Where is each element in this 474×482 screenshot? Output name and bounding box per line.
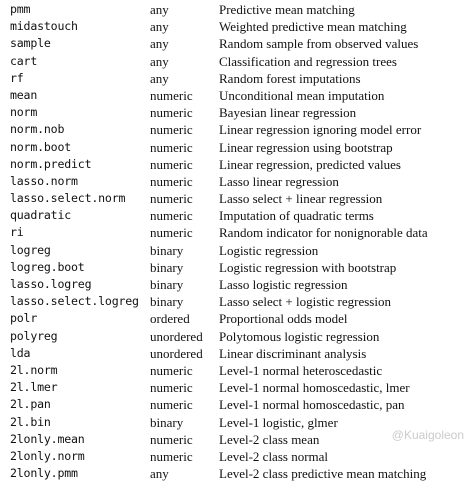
table-row (10, 1, 468, 18)
variable-type: numeric (150, 431, 193, 447)
table-row (10, 190, 468, 207)
method-description: Linear regression ignoring model error (219, 122, 422, 138)
method-name: 2lonly.pmm (10, 466, 78, 481)
method-description: Random sample from observed values (219, 36, 419, 52)
method-description: Logistic regression with bootstrap (219, 259, 397, 275)
method-description: Level-2 class predictive mean matching (219, 466, 427, 482)
variable-type: unordered (150, 328, 203, 344)
table-row (10, 224, 468, 241)
watermark: @Kuaigoleon (391, 428, 464, 442)
method-name: lasso.select.logreg (10, 294, 139, 309)
method-description: Weighted predictive mean matching (219, 19, 407, 35)
method-description: Level-1 normal heteroscedastic (219, 362, 383, 378)
method-name: mean (10, 87, 38, 102)
variable-type: numeric (150, 380, 193, 396)
table-row (10, 345, 468, 362)
table-row (10, 396, 468, 413)
variable-type: numeric (150, 362, 193, 378)
variable-type: unordered (150, 345, 203, 361)
table-row (10, 139, 468, 156)
method-name: norm.nob (10, 122, 65, 137)
variable-type: binary (150, 414, 184, 430)
method-description: Level-2 class normal (219, 448, 329, 464)
table-row (10, 259, 468, 276)
method-name: ri (10, 225, 24, 240)
method-name: lasso.norm (10, 173, 78, 188)
table-row (10, 379, 468, 396)
variable-type: any (150, 19, 169, 35)
method-name: norm.predict (10, 156, 92, 171)
variable-type: binary (150, 294, 184, 310)
variable-type: numeric (150, 105, 193, 121)
variable-type: any (150, 466, 169, 482)
method-description: Lasso logistic regression (219, 277, 348, 292)
method-name: lasso.select.norm (10, 191, 126, 206)
method-description: Random forest imputations (219, 70, 361, 86)
method-name: polyreg (10, 328, 58, 343)
table-row (10, 276, 468, 293)
method-name: cart (10, 53, 38, 68)
method-description: Classification and regression trees (219, 53, 397, 69)
method-description: Level-1 normal homoscedastic, lmer (219, 380, 410, 396)
variable-type: any (150, 53, 169, 69)
method-name: pmm (10, 2, 31, 16)
method-name: lda (10, 345, 31, 360)
variable-type: numeric (150, 87, 193, 103)
table-row (10, 362, 468, 379)
method-name: rf (10, 70, 24, 85)
method-description: Lasso select + logistic regression (219, 294, 391, 310)
table-row (10, 87, 468, 104)
variable-type: numeric (150, 173, 193, 189)
table-row (10, 104, 468, 121)
table-row (10, 18, 468, 35)
variable-type: numeric (150, 208, 193, 224)
method-name: 2l.bin (10, 414, 51, 429)
method-description: Lasso linear regression (219, 173, 339, 189)
method-description: Polytomous logistic regression (219, 328, 380, 344)
method-description: Bayesian linear regression (219, 105, 357, 121)
method-description: Predictive mean matching (219, 2, 355, 17)
method-description: Random indicator for nonignorable data (219, 225, 428, 241)
table-row (10, 173, 468, 190)
method-description: Level-1 logistic, glmer (219, 414, 338, 430)
method-description: Imputation of quadratic terms (219, 208, 374, 224)
method-name: lasso.logreg (10, 277, 92, 291)
table-row (10, 328, 468, 345)
method-name: norm (10, 105, 38, 120)
variable-type: numeric (150, 225, 193, 241)
variable-type: any (150, 36, 169, 52)
method-name: sample (10, 36, 51, 51)
variable-type: numeric (150, 122, 193, 138)
table-row (10, 156, 468, 173)
table-row (10, 35, 468, 52)
variable-type: binary (150, 242, 184, 258)
method-description: Proportional odds model (219, 311, 348, 327)
method-description: Logistic regression (219, 242, 319, 258)
method-description: Linear regression using bootstrap (219, 139, 393, 155)
variable-type: numeric (150, 156, 193, 172)
method-name: polr (10, 311, 38, 326)
imputation-methods-table (10, 1, 468, 482)
method-name: 2lonly.norm (10, 448, 85, 463)
method-description: Lasso select + linear regression (219, 191, 383, 207)
table-row (10, 465, 468, 482)
table-row (10, 53, 468, 70)
method-name: quadratic (10, 208, 72, 223)
method-name: 2l.pan (10, 397, 51, 412)
table-row (10, 293, 468, 310)
method-name: 2lonly.mean (10, 431, 85, 446)
method-name: logreg.boot (10, 259, 85, 274)
variable-type: numeric (150, 448, 193, 464)
method-name: logreg (10, 242, 51, 257)
table-row (10, 121, 468, 138)
table-row (10, 448, 468, 465)
variable-type: numeric (150, 397, 193, 413)
method-name: midastouch (10, 19, 78, 34)
method-description: Unconditional mean imputation (219, 87, 385, 103)
variable-type: binary (150, 259, 184, 275)
method-description: Linear discriminant analysis (219, 345, 367, 361)
method-name: 2l.lmer (10, 380, 58, 395)
method-name: norm.boot (10, 139, 72, 154)
method-description: Level-1 normal homoscedastic, pan (219, 397, 405, 413)
method-description: Linear regression, predicted values (219, 156, 401, 172)
method-name: 2l.norm (10, 362, 58, 377)
variable-type: any (150, 2, 169, 17)
table-row (10, 207, 468, 224)
table-row (10, 242, 468, 259)
method-description: Level-2 class mean (219, 431, 320, 447)
table-row (10, 310, 468, 327)
variable-type: numeric (150, 139, 193, 155)
table-row (10, 70, 468, 87)
variable-type: ordered (150, 311, 190, 327)
variable-type: binary (150, 277, 184, 292)
variable-type: any (150, 70, 169, 86)
variable-type: numeric (150, 191, 193, 207)
